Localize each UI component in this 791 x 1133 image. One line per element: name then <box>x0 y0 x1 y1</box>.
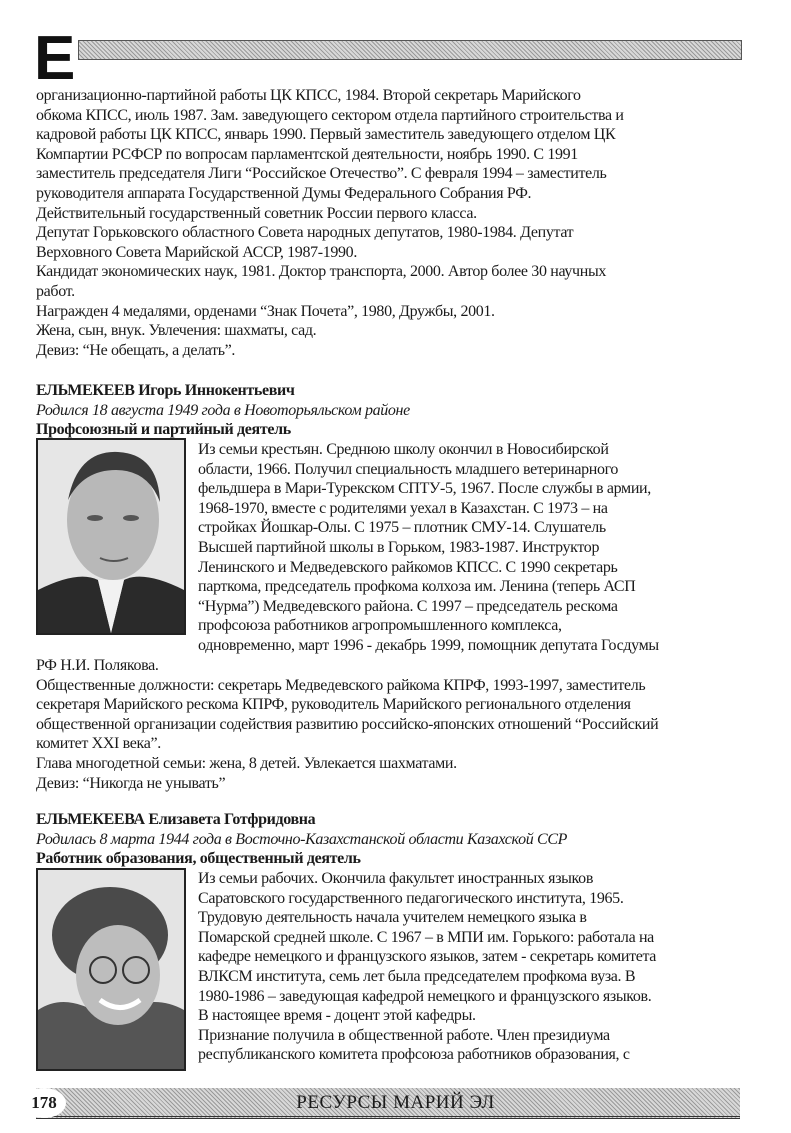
text-line: стройках Йошкар-Олы. С 1975 – плотник СМУ-14. Слушатель <box>198 519 606 537</box>
text-line: “Нурма”) Медведевского района. С 1997 – председатель рескома <box>198 597 618 615</box>
person-role: Профсоюзный и партийный деятель <box>36 421 291 439</box>
text-line: Помарской средней школе. С 1967 – в МПИ им. Горького: работала на <box>198 928 654 946</box>
text-line: Компартии РСФСР по вопросам парламентской деятельности, ноябрь 1990. С 1991 <box>36 145 578 163</box>
text-line: Ленинского и Медведевского райкомов КПСС. С 1990 секретарь <box>198 558 618 576</box>
section-letter: Е <box>34 24 76 93</box>
text-line: руководителя аппарата Государственной Думы Федерального Собрания РФ. <box>36 184 532 202</box>
text-line: организационно-партийной работы ЦК КПСС, 1984. Второй секретарь Марийского <box>36 87 581 104</box>
text-line: кадровой работы ЦК КПСС, январь 1990. Первый заместитель заведующего отделом ЦК <box>36 126 616 144</box>
text-line: профсоюза работников агропромышленного комплекса, <box>198 617 562 635</box>
text-line: общественной организации содействия развитию российско-японских отношений “Российский <box>36 715 659 733</box>
header-decorative-bar <box>78 40 742 60</box>
text-line: Действительный государственный советник России первого класса. <box>36 204 477 222</box>
entry-header <box>36 381 746 440</box>
text-line: обкома КПСС, июль 1987. Зам. заведующего сектором отдела партийного строительства и <box>36 106 624 124</box>
text-line: Трудовую деятельность начала учителем немецкого языка в <box>198 909 587 927</box>
text-line: Верховного Совета Марийской АССР, 1987-1990. <box>36 243 357 261</box>
portrait-photo <box>36 868 186 1071</box>
text-line: Признание получила в общественной работе. Член президиума <box>198 1026 610 1044</box>
text-line: Девиз: “Никогда не унывать” <box>36 774 226 792</box>
page-number: 178 <box>22 1088 66 1118</box>
biography-text <box>198 869 656 1065</box>
text-line: фельдшера в Мари-Турекском СПТУ-5, 1967. После службы в армии, <box>198 480 651 498</box>
biography-continued <box>36 656 746 793</box>
birth-info: Родилась 8 марта 1944 года в Восточно-Казахстанской области Казахской ССР <box>36 830 568 848</box>
text-line: работ. <box>36 282 75 300</box>
footer-title: РЕСУРСЫ МАРИЙ ЭЛ <box>296 1092 495 1113</box>
text-line: 1968-1970, вместе с родителями уехал в Казахстан. С 1973 – на <box>198 499 608 517</box>
text-line: Общественные должности: секретарь Медведевского райкома КПРФ, 1993-1997, заместитель <box>36 676 646 694</box>
person-name: ЕЛЬМЕКЕЕВА Елизавета Готфридовна <box>36 811 316 828</box>
text-line: Девиз: “Не обещать, а делать”. <box>36 341 236 359</box>
text-line: области, 1966. Получил специальность младшего ветеринарного <box>198 460 619 478</box>
text-line: ВЛКСМ института, семь лет была председателем профкома вуза. В <box>198 967 636 985</box>
person-name: ЕЛЬМЕКЕЕВ Игорь Иннокентьевич <box>36 382 295 399</box>
text-line: Кандидат экономических наук, 1981. Доктор транспорта, 2000. Автор более 30 научных <box>36 263 607 281</box>
text-line: Высшей партийной школы в Горьком, 1983-1987. Инструктор <box>198 538 600 556</box>
biography-text <box>198 440 659 656</box>
text-line: кафедре немецкого и французского языков, затем - секретарь комитета <box>198 948 657 966</box>
text-line: 1980-1986 – заведующая кафедрой немецкого и французского языков. <box>198 987 652 1005</box>
text-line: Награжден 4 медалями, орденами “Знак Почета”, 1980, Дружбы, 2001. <box>36 302 495 320</box>
portrait-photo <box>36 438 186 635</box>
text-line: РФ Н.И. Полякова. <box>36 657 159 674</box>
entry-header <box>36 810 746 869</box>
text-line: одновременно, март 1996 - декабрь 1999, помощник депутата Госдумы <box>198 636 659 654</box>
text-line: парткома, председатель профкома колхоза им. Ленина (теперь АСП <box>198 578 636 596</box>
person-role: Работник образования, общественный деятель <box>36 850 361 868</box>
text-line: секретаря Марийского рескома КПРФ, руководитель Марийского регионального отделения <box>36 696 631 714</box>
text-line: комитет XXI века”. <box>36 735 161 753</box>
text-line: Депутат Горьковского областного Совета народных депутатов, 1980-1984. Депутат <box>36 224 574 242</box>
text-line: Глава многодетной семьи: жена, 8 детей. Увлекается шахматами. <box>36 754 457 772</box>
intro-text <box>36 86 746 360</box>
text-line: Из семьи крестьян. Среднюю школу окончил в Новосибирской <box>198 441 609 458</box>
text-line: заместитель председателя Лиги “Российское Отечество”. С февраля 1994 – заместитель <box>36 165 607 183</box>
text-line: Из семьи рабочих. Окончила факультет иностранных языков <box>198 870 594 887</box>
text-line: Саратовского государственного педагогического института, 1965. <box>198 889 624 907</box>
text-line: республиканского комитета профсоюза работников образования, с <box>198 1046 630 1064</box>
text-line: Жена, сын, внук. Увлечения: шахматы, сад. <box>36 322 317 340</box>
birth-info: Родился 18 августа 1949 года в Новоторьяльском районе <box>36 401 410 419</box>
text-line: В настоящее время - доцент этой кафедры. <box>198 1007 476 1025</box>
